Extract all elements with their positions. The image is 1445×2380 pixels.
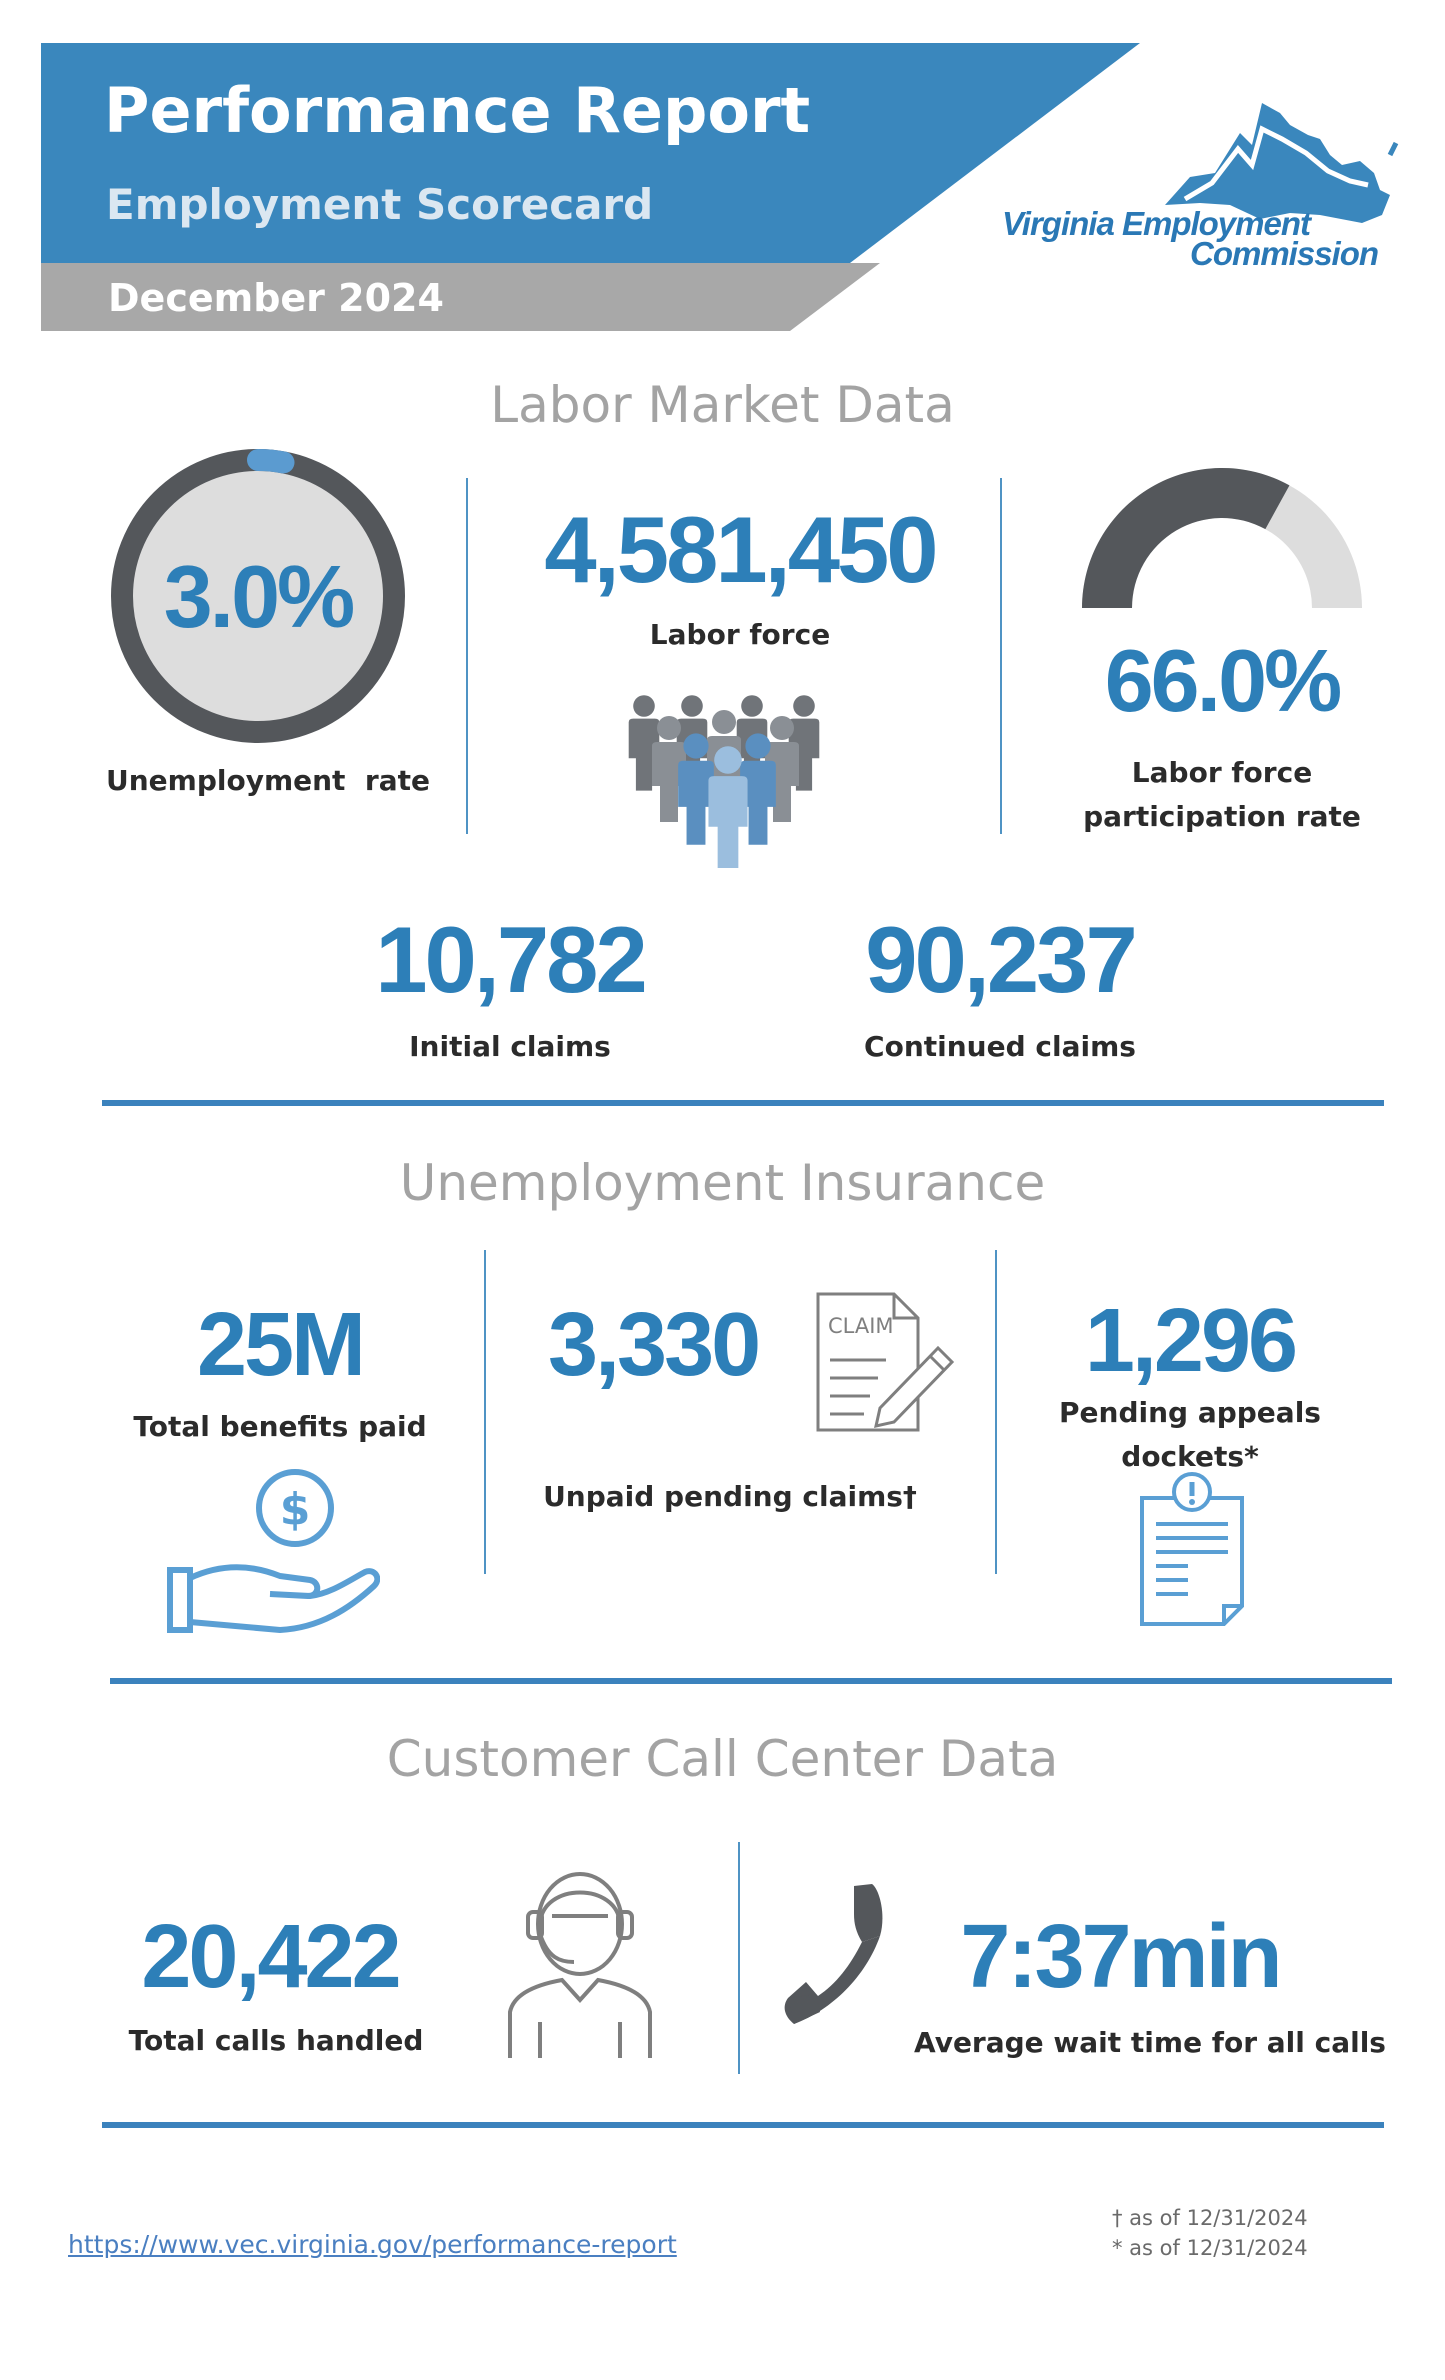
report-url-link[interactable]: https://www.vec.virginia.gov/performance-report [68,2230,677,2259]
benefits-paid-label: Total benefits paid [133,1410,427,1443]
section-rule [102,2122,1384,2128]
alert-document-icon [1136,1470,1256,1630]
report-subtitle: Employment Scorecard [106,180,654,229]
section-rule [102,1100,1384,1106]
section-title-labor-market: Labor Market Data [490,376,955,434]
report-date: December 2024 [108,276,444,320]
calls-handled-value: 20,422 [141,1907,399,2007]
participation-label-line1: Labor force [1131,756,1313,789]
vec-logo [990,95,1400,275]
pending-appeals-label-line2: dockets* [1121,1440,1259,1473]
pending-appeals-label-line1: Pending appeals [1059,1396,1321,1429]
svg-text:CLAIM: CLAIM [828,1314,894,1338]
section-rule [110,1678,1392,1684]
hand-dollar-graphic [160,1460,380,1640]
hand-dollar-icon [160,1460,380,1640]
divider [738,1842,740,2074]
wait-time-label: Average wait time for all calls [914,2026,1386,2059]
footnote-dagger: † as of 12/31/2024 [1112,2206,1308,2230]
unpaid-pending-label: Unpaid pending claims† [543,1480,917,1513]
section-title-call-center: Customer Call Center Data [386,1730,1059,1788]
people-group-icon [624,688,854,868]
section-title-unemployment-insurance: Unemployment Insurance [399,1154,1046,1212]
pending-appeals-value: 1,296 [1084,1291,1296,1391]
headset-agent-icon [500,1862,660,2062]
participation-value: 66.0% [1104,631,1340,730]
benefits-paid-value: 25M [196,1295,364,1395]
participation-gauge [1062,448,1382,618]
logo-line2: Commission [1190,235,1379,272]
participation-label-line2: participation rate [1083,800,1361,833]
svg-text:$: $ [279,1484,311,1535]
wait-time-value: 7:37min [960,1907,1280,2007]
unemployment-rate-value: 3.0% [163,547,353,646]
labor-force-value: 4,581,450 [544,497,936,602]
calls-handled-label: Total calls handled [128,2024,424,2057]
participation-gauge-graphic [1062,448,1382,618]
report-title: Performance Report [104,74,811,147]
divider [484,1250,486,1574]
unpaid-pending-value: 3,330 [548,1295,759,1395]
initial-claims-value: 10,782 [375,907,645,1012]
unemployment-rate-label: Unemployment rate [105,764,431,797]
phone-icon [776,1880,896,2030]
logo-line1: Virginia Employment [1002,205,1311,242]
unemployment-rate-ring [108,446,408,746]
claim-form-graphic [812,1290,962,1435]
continued-claims-label: Continued claims [864,1030,1136,1063]
divider [1000,478,1002,834]
continued-claims-value: 90,237 [865,907,1135,1012]
headset-agent-graphic [500,1862,660,2062]
footnote-asterisk: * as of 12/31/2024 [1112,2236,1308,2260]
divider [466,478,468,834]
claim-form-icon [812,1290,962,1435]
alert-document-graphic [1136,1470,1256,1630]
initial-claims-label: Initial claims [409,1030,611,1063]
phone-graphic [776,1880,896,2030]
labor-force-label: Labor force [649,618,831,651]
